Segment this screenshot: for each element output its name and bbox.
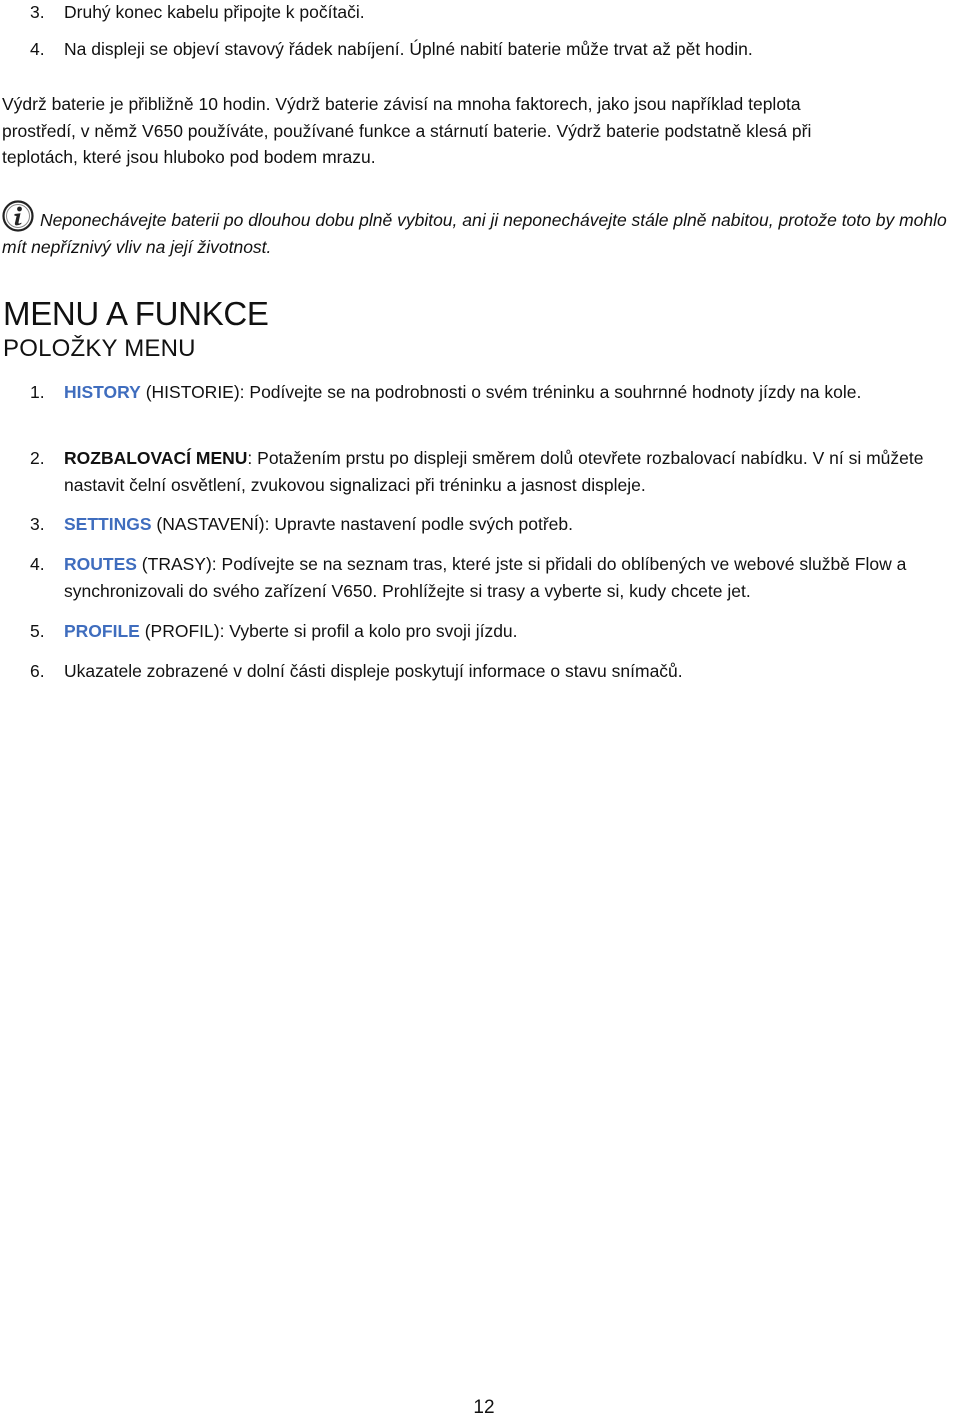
subsection-title: POLOŽKY MENU xyxy=(3,335,196,362)
list-item-text: Ukazatele zobrazené v dolní části displeje poskytují informace o stavu snímačů. xyxy=(64,661,683,681)
paragraph-line: Výdrž baterie je přibližně 10 hodin. Výdrž baterie závisí na mnoha faktorech, jako jsou například teplota xyxy=(2,94,801,114)
list-item-body xyxy=(64,445,960,498)
list-item-text: Druhý konec kabelu připojte k počítači. xyxy=(64,2,365,22)
list-item-text: (TRASY): Podívejte se na seznam tras, které jste si přidali do oblíbených ve webové službě Flow a synchronizovali do svého zařízení V650. Prohlížejte si trasy a vyberte si, kudy chcete jet. xyxy=(64,554,907,601)
keyword-routes: ROUTES xyxy=(64,554,137,574)
list-item-number: 1. xyxy=(30,382,45,402)
list-item-text: (HISTORIE): Podívejte se na podrobnosti o svém tréninku a souhrnné hodnoty jízdy na kole. xyxy=(140,382,862,402)
list-item-body xyxy=(64,658,960,685)
keyword-dropdown-menu: ROZBALOVACÍ MENU xyxy=(64,448,248,468)
list-item-number: 6. xyxy=(30,661,45,681)
battery-note xyxy=(2,200,947,260)
paragraph-line: prostředí, v němž V650 používáte, používané funkce a stárnutí baterie. Výdrž baterie podstatně klesá při xyxy=(2,120,812,141)
keyword-history: HISTORY xyxy=(64,382,141,402)
list-item-body xyxy=(64,551,960,604)
keyword-profile: PROFILE xyxy=(64,621,140,641)
paragraph-line: teplotách, které jsou hluboko pod bodem mrazu. xyxy=(2,147,376,167)
list-item-number: 3. xyxy=(30,2,45,22)
list-item-text: (NASTAVENÍ): Upravte nastavení podle svých potřeb. xyxy=(151,514,573,534)
page-number: 12 xyxy=(473,1397,495,1418)
info-icon xyxy=(2,200,34,232)
list-item-body xyxy=(64,511,960,538)
section-title: MENU A FUNKCE xyxy=(3,295,269,332)
list-item-number: 4. xyxy=(30,39,45,59)
list-item-number: 2. xyxy=(30,448,45,468)
list-item-text: Na displeji se objeví stavový řádek nabíjení. Úplné nabití baterie může trvat až pět hodin. xyxy=(64,39,753,59)
battery-life-paragraph xyxy=(2,91,942,171)
list-item-text: : Potažením prstu po displeji směrem dolů otevřete rozbalovací nabídku. V ní si můžete nastavit čelní osvětlení, zvukovou signalizaci při tréninku a jasnost displeje. xyxy=(64,448,924,495)
list-item-text: (PROFIL): Vyberte si profil a kolo pro svoji jízdu. xyxy=(139,621,518,641)
list-item-number: 3. xyxy=(30,514,45,534)
keyword-settings: SETTINGS xyxy=(64,514,152,534)
list-item-body xyxy=(64,618,960,645)
note-text: Neponechávejte baterii po dlouhou dobu plně vybitou, ani ji neponechávejte stále plně nabitou, protože toto by mohlo mít nepříznivý vliv na její životnost. xyxy=(2,210,947,257)
list-item-number: 5. xyxy=(30,621,45,641)
list-item-number: 4. xyxy=(30,554,45,574)
list-item-body xyxy=(64,379,960,406)
